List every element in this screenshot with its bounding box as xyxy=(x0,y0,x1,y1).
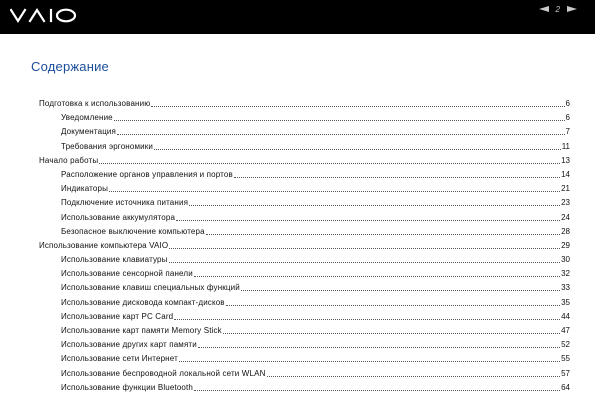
toc-leader-dots xyxy=(169,239,560,249)
page-title: Содержание xyxy=(31,59,109,74)
toc-entry-label: Расположение органов управления и портов xyxy=(61,169,233,179)
toc-entry[interactable] xyxy=(39,97,570,111)
toc-leader-dots xyxy=(206,225,560,235)
toc-entry-label: Использование других карт памяти xyxy=(61,340,197,350)
toc-leader-dots xyxy=(241,281,560,291)
toc-leader-dots xyxy=(169,253,561,263)
toc-entry[interactable] xyxy=(39,239,570,253)
toc-entry-label: Использование беспроводной локальной сети WLAN xyxy=(61,368,266,378)
toc-entry-page: 57 xyxy=(561,368,570,378)
toc-entry-page: 7 xyxy=(565,127,570,137)
toc-entry[interactable] xyxy=(39,352,570,366)
toc-leader-dots xyxy=(117,125,565,135)
table-of-contents xyxy=(39,97,570,395)
toc-entry[interactable] xyxy=(39,381,570,395)
toc-entry-label: Использование клавиш специальных функций xyxy=(61,283,240,293)
toc-entry-label: Использование карт памяти Memory Stick xyxy=(61,326,222,335)
toc-entry-label: Использование клавиатуры xyxy=(61,255,168,265)
toc-entry-label: Использование дисковода компакт-дисков xyxy=(61,297,225,307)
toc-entry[interactable] xyxy=(39,338,570,352)
vaio-logo xyxy=(10,4,78,26)
toc-leader-dots xyxy=(223,324,560,334)
toc-leader-dots xyxy=(194,381,560,391)
toc-entry[interactable] xyxy=(39,211,570,225)
toc-leader-dots xyxy=(109,182,560,192)
toc-entry-page: 47 xyxy=(561,326,570,335)
toc-leader-dots xyxy=(198,338,560,348)
toc-entry-page: 32 xyxy=(561,269,570,279)
toc-leader-dots xyxy=(176,211,560,221)
toc-leader-dots xyxy=(114,111,565,121)
toc-entry[interactable] xyxy=(39,310,570,324)
toc-entry-page: 33 xyxy=(561,283,570,293)
toc-leader-dots xyxy=(99,154,560,164)
toc-entry-label: Использование аккумулятора xyxy=(61,212,176,222)
toc-entry-page: 52 xyxy=(561,340,570,350)
toc-entry[interactable] xyxy=(39,154,570,168)
previous-page-icon[interactable] xyxy=(539,6,549,12)
toc-entry[interactable] xyxy=(39,196,570,210)
toc-entry[interactable] xyxy=(39,253,570,267)
toc-entry-label: Подготовка к использованию xyxy=(39,99,151,108)
toc-entry-page: 28 xyxy=(561,226,570,236)
page-navigation xyxy=(539,3,577,15)
toc-leader-dots xyxy=(234,168,560,178)
toc-entry-label: Использование функции Bluetooth xyxy=(61,382,193,392)
toc-entry-label: Использование карт PC Card xyxy=(61,311,174,321)
toc-entry-label: Уведомление xyxy=(61,113,113,123)
toc-entry-label: Индикаторы xyxy=(61,184,108,194)
toc-leader-dots xyxy=(267,367,561,377)
toc-leader-dots xyxy=(226,296,560,306)
toc-entry-page: 64 xyxy=(561,382,570,392)
toc-entry-label: Использование сети Интернет xyxy=(61,354,178,364)
toc-entry[interactable] xyxy=(39,111,570,125)
toc-entry-page: 35 xyxy=(561,297,570,307)
toc-entry-page: 30 xyxy=(561,255,570,265)
toc-leader-dots xyxy=(154,140,561,150)
toc-entry-page: 44 xyxy=(561,311,570,321)
toc-entry-page: 6 xyxy=(565,113,570,123)
toc-leader-dots xyxy=(179,352,560,362)
toc-entry[interactable] xyxy=(39,324,570,338)
toc-leader-dots xyxy=(151,97,564,107)
toc-entry-label: Использование сенсорной панели xyxy=(61,269,193,279)
toc-entry-label: Подключение источника питания xyxy=(61,198,189,208)
toc-entry-page: 13 xyxy=(561,155,570,165)
toc-entry[interactable] xyxy=(39,125,570,139)
toc-entry-page: 24 xyxy=(561,212,570,222)
toc-entry[interactable] xyxy=(39,267,570,281)
toc-entry-page: 14 xyxy=(561,169,570,179)
toc-leader-dots xyxy=(189,196,560,206)
toc-entry[interactable] xyxy=(39,296,570,310)
toc-entry-label: Требования эргономики xyxy=(61,141,154,151)
toc-entry-label: Безопасное выключение компьютера xyxy=(61,226,205,236)
toc-entry-label: Использование компьютера VAIO xyxy=(39,240,169,250)
next-page-icon[interactable] xyxy=(567,6,577,12)
toc-entry-page: 11 xyxy=(561,141,570,151)
page-number: 2 xyxy=(555,4,560,14)
toc-leader-dots xyxy=(174,310,560,320)
toc-entry-page: 21 xyxy=(561,184,570,194)
toc-entry[interactable] xyxy=(39,367,570,381)
toc-entry-page: 29 xyxy=(561,240,570,250)
toc-entry-page: 23 xyxy=(561,198,570,208)
toc-entry[interactable] xyxy=(39,140,570,154)
toc-entry[interactable] xyxy=(39,281,570,295)
toc-leader-dots xyxy=(194,267,560,277)
toc-entry[interactable] xyxy=(39,225,570,239)
header-bar xyxy=(0,0,595,34)
toc-entry-label: Начало работы xyxy=(39,155,99,165)
toc-entry-page: 6 xyxy=(565,99,570,108)
toc-entry[interactable] xyxy=(39,168,570,182)
toc-entry-page: 55 xyxy=(561,354,570,364)
toc-entry[interactable] xyxy=(39,182,570,196)
toc-entry-label: Документация xyxy=(61,127,117,137)
